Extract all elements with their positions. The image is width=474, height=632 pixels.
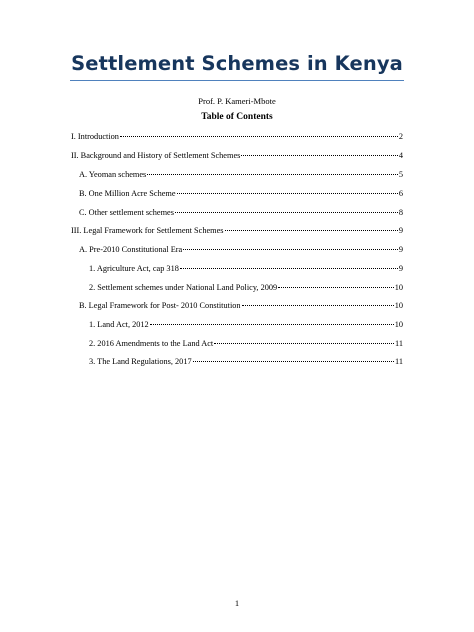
toc-page-number: 4 (398, 151, 403, 160)
toc-entry-land-regulations-2017[interactable] (89, 356, 403, 367)
toc-dot-leader (193, 361, 394, 362)
toc-dot-leader (180, 268, 398, 269)
document-title: Settlement Schemes in Kenya (71, 52, 403, 75)
footer-page-number: 1 (234, 598, 240, 608)
toc-heading: Table of Contents (201, 112, 273, 122)
toc-entry-yeoman-schemes[interactable] (79, 169, 403, 180)
author-name: Prof. P. Kameri-Mbote (198, 96, 276, 106)
toc-entry-other-schemes[interactable] (79, 207, 403, 218)
toc-entry-label: 1. Land Act, 2012 (89, 320, 149, 329)
toc-entry-label: 2. 2016 Amendments to the Land Act (89, 339, 214, 348)
toc-dot-leader (278, 287, 394, 288)
toc-entry-one-million-acre[interactable] (79, 188, 403, 199)
toc-entry-introduction[interactable] (71, 131, 403, 142)
toc-entry-post-2010-framework[interactable] (79, 300, 403, 311)
toc-page-number: 5 (398, 170, 403, 179)
toc-entry-background-history[interactable] (71, 150, 403, 161)
toc-page-number: 9 (398, 264, 403, 273)
toc-entry-label: A. Pre-2010 Constitutional Era (79, 245, 183, 254)
toc-dot-leader (214, 343, 394, 344)
toc-page-number: 9 (398, 226, 403, 235)
toc-page-number: 9 (398, 245, 403, 254)
toc-entry-label: A. Yeoman schemes (79, 170, 147, 179)
toc-entry-2016-amendments[interactable] (89, 338, 403, 349)
toc-dot-leader (241, 155, 397, 156)
toc-page-number: 8 (398, 208, 403, 217)
toc-entry-legal-framework[interactable] (71, 225, 403, 236)
toc-dot-leader (183, 249, 398, 250)
toc-entry-label: B. One Million Acre Scheme (79, 189, 176, 198)
toc-entry-label: I. Introduction (71, 132, 119, 141)
toc-page-number: 6 (398, 189, 403, 198)
toc-page-number: 10 (394, 283, 403, 292)
toc-page-number: 2 (398, 132, 403, 141)
toc-dot-leader (225, 230, 398, 231)
toc-entry-label: II. Background and History of Settlement Schemes (71, 151, 241, 160)
toc-entry-label: 3. The Land Regulations, 2017 (89, 357, 192, 366)
title-underline-rule (70, 80, 404, 81)
toc-entry-agriculture-act[interactable] (89, 263, 403, 274)
toc-entry-label: 1. Agriculture Act, cap 318 (89, 264, 179, 273)
toc-entry-pre-2010-era[interactable] (79, 244, 403, 255)
toc-entry-label: 2. Settlement schemes under National Land Policy, 2009 (89, 283, 278, 292)
toc-entry-national-land-policy[interactable] (89, 282, 403, 293)
toc-entry-label: B. Legal Framework for Post- 2010 Constitution (79, 301, 241, 310)
toc-dot-leader (147, 174, 398, 175)
toc-entry-label: III. Legal Framework for Settlement Schemes (71, 226, 224, 235)
toc-dot-leader (120, 136, 398, 137)
toc-entry-label: C. Other settlement schemes (79, 208, 174, 217)
toc-dot-leader (150, 324, 394, 325)
toc-page-number: 10 (394, 301, 403, 310)
toc-page-number: 11 (395, 357, 403, 366)
toc-dot-leader (175, 212, 398, 213)
toc-entry-land-act-2012[interactable] (89, 319, 403, 330)
toc-page-number: 10 (394, 320, 403, 329)
toc-dot-leader (177, 193, 398, 194)
toc-page-number: 11 (395, 339, 403, 348)
toc-dot-leader (242, 305, 394, 306)
